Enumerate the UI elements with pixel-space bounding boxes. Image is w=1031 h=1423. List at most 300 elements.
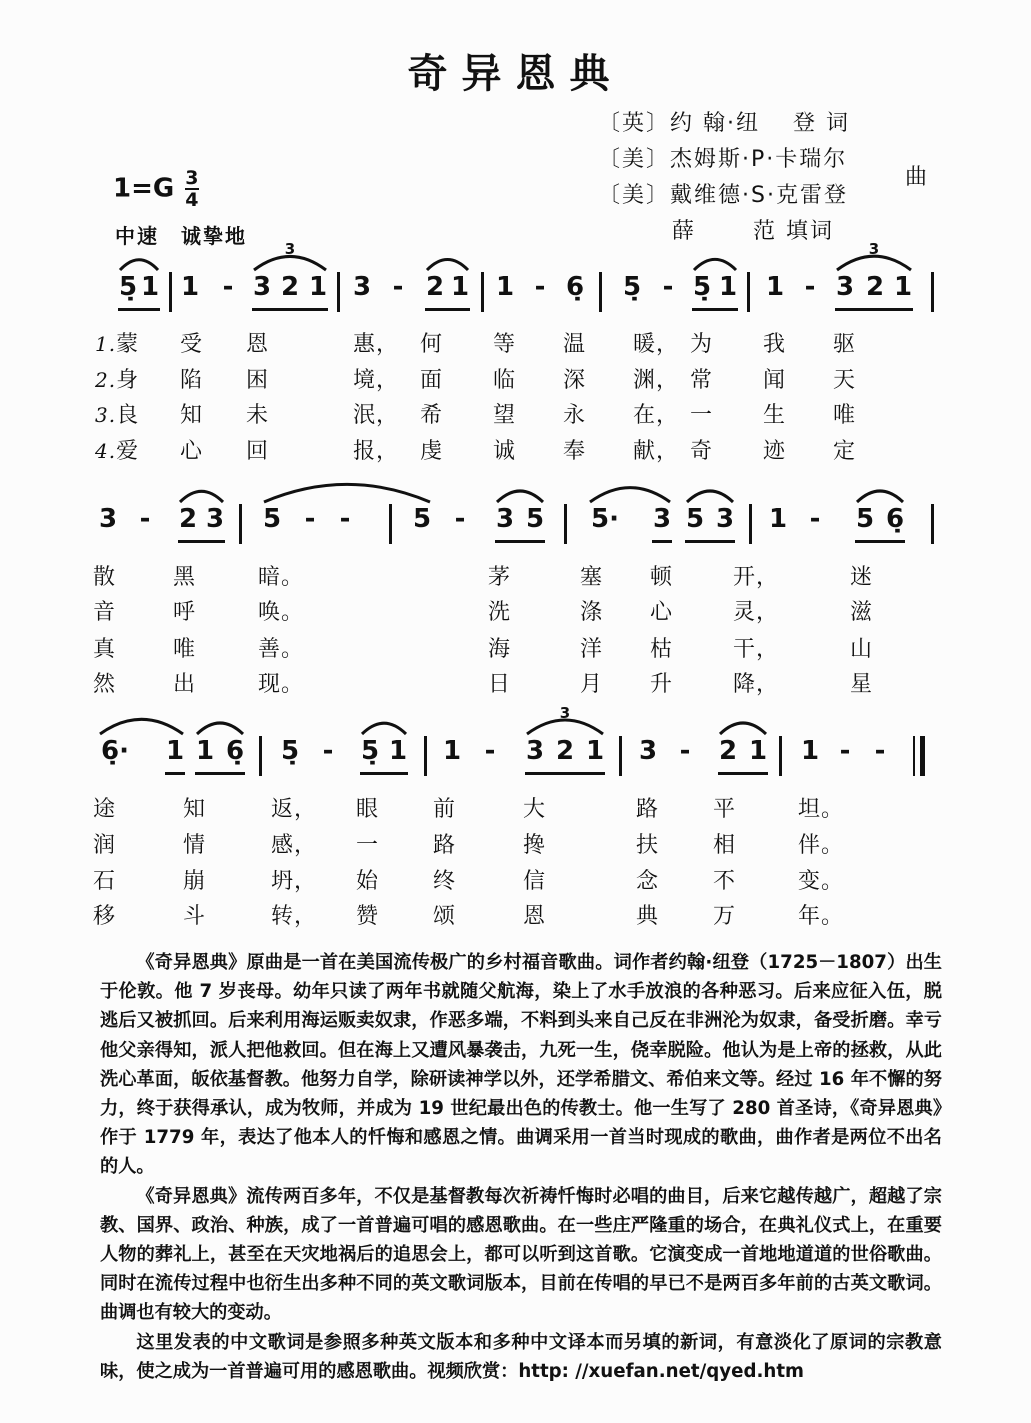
lyric-text: 暖， <box>633 332 680 357</box>
lyric-text: 念 <box>636 869 660 894</box>
slur-arc <box>590 488 670 502</box>
verse-number: 2. <box>95 368 117 392</box>
lyric-text: 陷 <box>180 368 204 393</box>
note: 3 <box>638 736 658 766</box>
lyric-syllable <box>763 434 786 465</box>
dash-extension: - <box>809 504 821 534</box>
lyric-text: 永 <box>563 403 587 428</box>
bar-line <box>619 736 622 776</box>
lyric-syllable <box>563 363 586 394</box>
lyric-text: 知 <box>180 403 204 428</box>
lyric-text: 深 <box>563 368 587 393</box>
lyric-syllable <box>173 595 196 626</box>
lyric-syllable <box>713 899 736 930</box>
lyric-syllable <box>563 327 586 358</box>
lyric-text: 何 <box>420 332 444 357</box>
lyric-text: 相 <box>713 833 737 858</box>
lyric-syllable <box>356 792 379 823</box>
key-tonic: 1=G <box>113 173 175 204</box>
bar-line <box>169 272 172 312</box>
lyric-syllable <box>733 667 779 698</box>
note: 5 <box>262 504 282 534</box>
lyric-syllable <box>420 327 443 358</box>
lyric-syllable <box>650 632 673 663</box>
bar-line <box>389 504 392 544</box>
lyric-syllable <box>523 864 546 895</box>
note: 2 <box>555 736 575 766</box>
lyric-text: 受 <box>180 332 204 357</box>
lyric-text: 滋 <box>850 600 874 625</box>
translator-credit: 薛 范 填词 <box>672 219 834 244</box>
lyric-text: 日 <box>488 672 512 697</box>
note: 3 <box>715 504 735 534</box>
lyric-syllable <box>580 560 603 591</box>
lyric-text: 奉 <box>563 439 587 464</box>
lyric-syllable <box>493 398 516 429</box>
slur-arc <box>100 719 183 734</box>
lyric-syllable <box>271 899 317 930</box>
lyric-syllable <box>180 434 203 465</box>
lyric-syllable <box>93 667 116 698</box>
lyric-syllable <box>733 632 779 663</box>
tempo-marking: 中速 诚挚地 <box>115 224 247 248</box>
note: 1 <box>442 736 462 766</box>
lyric-text: 颂 <box>433 904 457 929</box>
note: 5· <box>591 504 619 534</box>
lyric-text: 大 <box>523 797 547 822</box>
lyric-text: 温 <box>563 332 587 357</box>
note: 3 <box>352 272 372 302</box>
verse-number: 3. <box>95 403 117 427</box>
note: 1 <box>800 736 820 766</box>
note: 3 <box>98 504 118 534</box>
note: 3 <box>525 736 545 766</box>
lyric-syllable <box>488 667 511 698</box>
lyric-text: 顿 <box>650 565 674 590</box>
lyric-text: 枯 <box>650 637 674 662</box>
lyric-text: 变。 <box>798 869 845 894</box>
lyric-syllable <box>356 828 379 859</box>
lyric-text: 定 <box>833 439 857 464</box>
dash-extension: - <box>222 272 234 302</box>
paragraph: 这里发表的中文歌词是参照多种英文版本和多种中文译本而另填的新词，有意淡化了原词的宗教意味，使之成为一首普遍可用的感恩歌曲。视频欣赏：http: //xuefan.net/qyed.htm <box>100 1331 942 1382</box>
lyric-text: 典 <box>636 904 660 929</box>
lyric-syllable <box>488 632 511 663</box>
dash-extension: - <box>534 272 546 302</box>
lyric-text: 诚 <box>493 439 517 464</box>
bar-line <box>779 736 782 776</box>
lyric-text: 坍， <box>271 869 318 894</box>
bar-line <box>747 272 750 312</box>
note: 5 <box>855 504 875 534</box>
lyric-text: 扶 <box>636 833 660 858</box>
lyric-syllable <box>713 792 736 823</box>
slur-arc <box>254 256 326 270</box>
note: 1 <box>718 272 738 302</box>
lyric-text: 良 <box>116 403 140 428</box>
dash-extension: - <box>392 272 404 302</box>
composer-credit-2: 〔美〕戴维德·S·克雷登 <box>598 183 848 208</box>
bar-line <box>424 736 427 776</box>
lyric-syllable <box>580 595 603 626</box>
lyric-text: 始 <box>356 869 380 894</box>
lyric-syllable <box>650 595 673 626</box>
slur-arc <box>180 491 223 502</box>
eighth-note-underline <box>718 772 768 775</box>
slur-arc <box>197 723 243 734</box>
lyric-syllable <box>183 899 206 930</box>
lyric-text: 斗 <box>183 904 207 929</box>
lyric-syllable <box>763 327 786 358</box>
lyric-text: 然 <box>93 672 117 697</box>
note: 1 <box>768 504 788 534</box>
lyric-syllable <box>636 864 659 895</box>
eighth-note-underline <box>692 308 738 311</box>
note: 3 <box>252 272 272 302</box>
eighth-note-underline <box>118 308 160 311</box>
lyric-syllable <box>650 667 673 698</box>
eighth-note-underline <box>855 540 905 543</box>
lyric-syllable <box>580 667 603 698</box>
dash-extension: - <box>304 504 316 534</box>
lyric-syllable <box>271 864 317 895</box>
lyric-text: 移 <box>93 904 117 929</box>
lyric-text: 现。 <box>258 672 305 697</box>
lyric-syllable <box>650 560 673 591</box>
lyric-syllable <box>93 792 116 823</box>
lyric-text: 出 <box>173 672 197 697</box>
note: 1 <box>585 736 605 766</box>
lyricist-credit: 〔英〕约 翰·纽 登 词 <box>598 111 850 136</box>
lyric-syllable <box>356 899 379 930</box>
lyric-text: 唯 <box>833 403 857 428</box>
lyric-syllable <box>180 363 203 394</box>
lyric-text: 爱 <box>116 439 140 464</box>
lyric-text: 润 <box>93 833 117 858</box>
eighth-note-underline <box>360 772 408 775</box>
lyric-syllable <box>180 398 203 429</box>
eighth-note-underline <box>495 540 545 543</box>
lyric-text: 不 <box>713 869 737 894</box>
slur-arc <box>694 259 736 270</box>
lyric-syllable <box>833 434 856 465</box>
note: 1 <box>893 272 913 302</box>
description-text <box>100 948 942 1386</box>
lyric-syllable <box>798 828 844 859</box>
lyric-text: 心 <box>180 439 204 464</box>
lyric-syllable <box>833 327 856 358</box>
lyric-syllable <box>246 398 269 429</box>
composer-label: 曲 <box>905 165 930 190</box>
lyric-text: 为 <box>690 332 714 357</box>
note: 6̣ <box>885 504 905 534</box>
lyric-text: 等 <box>493 332 517 357</box>
paragraph: 《奇异恩典》原曲是一首在美国流传极广的乡村福音歌曲。词作者约翰·纽登（1725－1807）出生于伦敦。他 7 岁丧母。幼年只读了两年书就随父航海，染上了水手放浪的各种恶习。后来应征入伍，脱逃后又被抓回。后来利用海运贩卖奴隶，作恶多端，不料到头来自己反在非洲沦为奴隶，备受折磨。幸亏他父亲得知，派人把他救回。但在海上又遭风暴袭击，九死一生，侥幸脱险。他认为是上帝的拯救，从此洗心革面，皈依基督教。他努力自学，除研读神学以外，还学希腊文、希伯来文等。经过 16 年不懈的努力，终于获得承认，成为牧师，并成为 19 世纪最出色的传教士。他一生写了 280 首圣诗，《奇异恩典》作于 1779 年，表达了他本人的忏悔和感恩之情。曲调采用一首当时现成的歌曲，曲作者是两位不出名的人。 <box>100 952 942 1178</box>
lyric-text: 希 <box>420 403 444 428</box>
lyric-syllable <box>690 327 713 358</box>
lyric-text: 望 <box>493 403 517 428</box>
note: 1 <box>180 272 200 302</box>
lyric-text: 月 <box>580 672 604 697</box>
note: 2 <box>178 504 198 534</box>
note: 5̣ <box>692 272 712 302</box>
lyric-text: 惠， <box>353 332 400 357</box>
lyric-text: 返， <box>271 797 318 822</box>
lyric-syllable <box>580 632 603 663</box>
note: 5̣ <box>118 272 138 302</box>
lyric-syllable <box>93 560 116 591</box>
lyric-syllable <box>183 792 206 823</box>
triplet-mark: 3 <box>559 704 571 722</box>
lyric-syllable <box>173 560 196 591</box>
lyric-text: 降， <box>733 672 780 697</box>
lyric-syllable <box>353 363 399 394</box>
lyric-text: 星 <box>850 672 874 697</box>
lyric-text: 平 <box>713 797 737 822</box>
slur-arc <box>362 723 406 734</box>
time-numerator: 3 <box>185 167 199 189</box>
slur-arc <box>720 723 766 734</box>
slur-arc <box>857 491 903 502</box>
slur-arc <box>264 484 430 502</box>
lyric-text: 山 <box>850 637 874 662</box>
lyric-syllable <box>356 864 379 895</box>
lyric-text: 奇 <box>690 439 714 464</box>
lyric-syllable <box>353 327 399 358</box>
lyric-syllable <box>733 595 779 626</box>
lyric-syllable <box>271 792 317 823</box>
time-denominator: 4 <box>185 189 199 211</box>
lyric-syllable <box>763 398 786 429</box>
lyric-syllable <box>713 828 736 859</box>
note: 6̣ <box>225 736 245 766</box>
note: 1 <box>388 736 408 766</box>
lyric-text: 献， <box>633 439 680 464</box>
dash-extension: - <box>874 736 886 766</box>
note: 6̣· <box>101 736 129 766</box>
eighth-note-underline <box>425 308 470 311</box>
lyric-text: 涤 <box>580 600 604 625</box>
time-signature <box>185 168 198 210</box>
note: 1 <box>195 736 215 766</box>
lyric-text: 蒙 <box>116 332 140 357</box>
bar-line <box>931 504 934 544</box>
lyric-syllable <box>246 327 269 358</box>
lyric-syllable <box>271 828 317 859</box>
lyric-text: 搀 <box>523 833 547 858</box>
lyric-syllable <box>258 667 304 698</box>
lyric-syllable <box>433 864 456 895</box>
eighth-note-underline <box>178 540 225 543</box>
lyric-syllable <box>798 792 844 823</box>
lyric-syllable <box>493 363 516 394</box>
song-title: 奇异恩典 <box>407 51 624 97</box>
bar-line <box>931 272 934 312</box>
lyric-text: 赞 <box>356 904 380 929</box>
lyric-text: 路 <box>636 797 660 822</box>
lyric-syllable <box>246 363 269 394</box>
lyric-syllable <box>798 899 844 930</box>
lyric-text: 转， <box>271 904 318 929</box>
slur-arc <box>120 260 158 270</box>
lyric-text: 茅 <box>488 565 512 590</box>
lyric-text: 感， <box>271 833 318 858</box>
note: 1 <box>140 272 160 302</box>
lyric-syllable <box>763 363 786 394</box>
triplet-mark: 3 <box>868 240 880 258</box>
lyric-syllable <box>180 327 203 358</box>
lyric-text: 洗 <box>488 600 512 625</box>
lyric-syllable <box>850 560 873 591</box>
lyric-text: 情 <box>183 833 207 858</box>
lyric-syllable <box>246 434 269 465</box>
lyric-syllable <box>95 327 139 358</box>
note: 6̣ <box>565 272 585 302</box>
lyric-text: 伴。 <box>798 833 845 858</box>
note: 1 <box>765 272 785 302</box>
verse-number: 1. <box>95 332 117 356</box>
lyric-text: 开， <box>733 565 780 590</box>
lyric-syllable <box>523 792 546 823</box>
lyric-text: 在， <box>633 403 680 428</box>
lyric-text: 恩 <box>523 904 547 929</box>
lyric-syllable <box>798 864 844 895</box>
dash-extension: - <box>804 272 816 302</box>
lyric-text: 泯， <box>353 403 400 428</box>
lyric-text: 干， <box>733 637 780 662</box>
lyric-text: 石 <box>93 869 117 894</box>
note: 3 <box>205 504 225 534</box>
lyric-syllable <box>433 792 456 823</box>
final-bar-line <box>913 736 925 776</box>
lyric-syllable <box>353 434 399 465</box>
paragraph: 《奇异恩典》流传两百多年，不仅是基督教每次祈祷忏悔时必唱的曲目，后来它越传越广，超越了宗教、国界、政治、种族，成了一首普遍可唱的感恩歌曲。在一些庄严隆重的场合，在典礼仪式上，在重要人物的葬礼上，甚至在天灾地祸后的追思会上，都可以听到这首歌。它演变成一首地地道道的世俗歌曲。同时在流传过程中也衍生出多种不同的英文歌词版本，目前在传唱的早已不是两百多年前的古英文歌词。曲调也有较大的变动。 <box>100 1185 942 1324</box>
lyric-syllable <box>563 434 586 465</box>
lyric-text: 未 <box>246 403 270 428</box>
lyric-text: 驱 <box>833 332 857 357</box>
note: 3 <box>495 504 515 534</box>
lyric-syllable <box>850 595 873 626</box>
lyric-syllable <box>833 363 856 394</box>
lyric-text: 唯 <box>173 637 197 662</box>
lyric-text: 黑 <box>173 565 197 590</box>
lyric-text: 塞 <box>580 565 604 590</box>
lyric-syllable <box>420 398 443 429</box>
note: 2 <box>718 736 738 766</box>
lyric-text: 迷 <box>850 565 874 590</box>
lyric-syllable <box>258 560 304 591</box>
lyric-syllable <box>636 792 659 823</box>
triplet-mark: 3 <box>284 240 296 258</box>
note: 5 <box>685 504 705 534</box>
lyric-text: 生 <box>763 403 787 428</box>
lyric-syllable <box>493 434 516 465</box>
note: 5̣ <box>360 736 380 766</box>
lyric-syllable <box>833 398 856 429</box>
bar-line <box>749 504 752 544</box>
note: 2 <box>865 272 885 302</box>
bar-line <box>599 272 602 312</box>
lyric-text: 常 <box>690 368 714 393</box>
verse-number: 4. <box>95 439 117 463</box>
lyric-text: 唤。 <box>258 600 305 625</box>
eighth-note-underline <box>652 540 672 543</box>
lyric-syllable <box>488 595 511 626</box>
note: 5 <box>412 504 432 534</box>
lyric-syllable <box>93 828 116 859</box>
lyric-text: 我 <box>763 332 787 357</box>
slur-arc <box>427 260 468 271</box>
lyric-syllable <box>488 560 511 591</box>
lyric-text: 灵， <box>733 600 780 625</box>
slur-arc <box>497 491 543 502</box>
slur-arc <box>527 720 603 734</box>
lyric-text: 面 <box>420 368 444 393</box>
lyric-syllable <box>420 363 443 394</box>
lyric-syllable <box>633 327 679 358</box>
lyric-text: 天 <box>833 368 857 393</box>
lyric-text: 升 <box>650 672 674 697</box>
lyric-text: 恩 <box>246 332 270 357</box>
lyric-syllable <box>633 398 679 429</box>
note: 2 <box>280 272 300 302</box>
lyric-text: 身 <box>116 368 140 393</box>
note: 3 <box>652 504 672 534</box>
lyric-syllable <box>93 595 116 626</box>
lyric-text: 坦。 <box>798 797 845 822</box>
lyric-text: 散 <box>93 565 117 590</box>
composer-credit-1: 〔美〕杰姆斯·P·卡瑞尔 <box>598 147 848 172</box>
lyric-text: 呼 <box>173 600 197 625</box>
dash-extension: - <box>339 504 351 534</box>
lyric-text: 报， <box>353 439 400 464</box>
note: 2 <box>425 272 445 302</box>
lyric-syllable <box>95 363 139 394</box>
dash-extension: - <box>839 736 851 766</box>
lyric-text: 善。 <box>258 637 305 662</box>
lyric-syllable <box>258 595 304 626</box>
eighth-note-underline <box>685 540 735 543</box>
lyric-text: 音 <box>93 600 117 625</box>
lyric-text: 万 <box>713 904 737 929</box>
lyric-syllable <box>420 434 443 465</box>
lyric-text: 境， <box>353 368 400 393</box>
dash-extension: - <box>484 736 496 766</box>
lyric-text: 终 <box>433 869 457 894</box>
lyric-text: 崩 <box>183 869 207 894</box>
lyric-syllable <box>633 363 679 394</box>
lyric-syllable <box>523 899 546 930</box>
lyric-text: 回 <box>246 439 270 464</box>
lyric-text: 洋 <box>580 637 604 662</box>
note: 5̣ <box>280 736 300 766</box>
lyric-syllable <box>523 828 546 859</box>
lyric-syllable <box>636 828 659 859</box>
note: 1 <box>495 272 515 302</box>
lyric-syllable <box>183 828 206 859</box>
lyric-text: 信 <box>523 869 547 894</box>
lyric-syllable <box>733 560 779 591</box>
slur-arc <box>687 491 733 502</box>
lyric-syllable <box>690 434 713 465</box>
eighth-note-underline <box>525 772 605 775</box>
lyric-syllable <box>850 667 873 698</box>
lyric-text: 困 <box>246 368 270 393</box>
lyric-text: 路 <box>433 833 457 858</box>
lyric-text: 眼 <box>356 797 380 822</box>
note: 1 <box>748 736 768 766</box>
lyric-text: 一 <box>690 403 714 428</box>
